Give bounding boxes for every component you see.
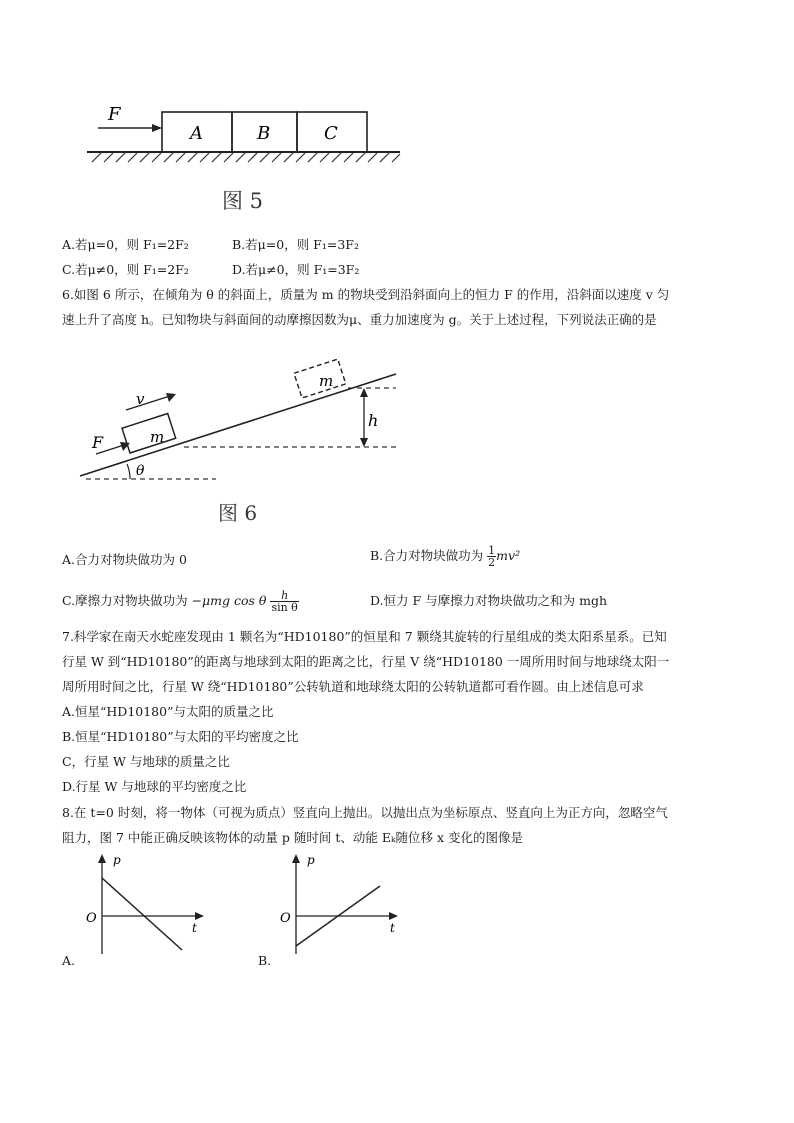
graph-a-option: A. <box>62 953 76 968</box>
figure-6 <box>66 350 416 530</box>
q6-option-c-fraction <box>270 590 298 613</box>
mass-label-lower: m <box>150 428 165 446</box>
graph-b-y-label: p <box>307 853 315 867</box>
q8-stem-line-1: 8.在 t=0 时刻，将一物体（可视为质点）竖直向上抛出。以抛出点为坐标原点、竖直向上为正方向，忽略空气 <box>62 805 668 820</box>
q7-option-a: A.恒星“HD10180”与太阳的质量之比 <box>62 704 274 719</box>
q7-stem-line-1: 7.科学家在南天水蛇座发现由 1 颗名为“HD10180”的恒星和 7 颗绕其旋转的行星组成的类太阳系星系。已知 <box>62 629 667 644</box>
figure-5-caption: 图 5 <box>222 189 264 213</box>
angle-label: θ <box>136 463 145 479</box>
q8-stem-line-2: 阻力，图 7 中能正确反映该物体的动量 p 随时间 t、动能 Eₖ随位移 x 变化的图像是 <box>62 830 523 845</box>
q6-stem-line-1: 6.如图 6 所示，在倾角为 θ 的斜面上，质量为 m 的物块受到沿斜面向上的恒力 F 的作用，沿斜面以速度 v 匀 <box>62 287 670 302</box>
q6-option-b-suffix: mv² <box>496 548 521 563</box>
q7-stem-line-2: 行星 W 到“HD10180”的距离与地球到太阳的距离之比，行星 V 绕“HD10180 一周所用时间与地球绕太阳一 <box>62 654 670 669</box>
q5-option-a: A.若μ=0，则 F₁=2F₂ <box>62 237 189 252</box>
figure-5 <box>82 90 412 220</box>
velocity-label: v <box>136 390 145 408</box>
graph-a-x-label: t <box>192 921 197 935</box>
graph-a-line <box>102 878 182 950</box>
graph-a-y-label: p <box>113 853 121 867</box>
figure-6-caption: 图 6 <box>218 501 258 525</box>
height-label: h <box>368 411 379 430</box>
q7-option-d: D.行星 W 与地球的平均密度之比 <box>62 779 247 794</box>
q7-stem-line-3: 周所用时间之比，行星 W 绕“HD10180”公转轨道和地球绕太阳的公转轨道都可看作圆。由上述信息可求 <box>62 679 644 694</box>
q5-option-d: D.若μ≠0，则 F₁=3F₂ <box>232 262 360 277</box>
fraction-denominator: 2 <box>488 556 496 569</box>
graph-b-origin: O <box>280 911 291 926</box>
block-a-label: A <box>190 123 203 144</box>
q6-option-b-fraction <box>487 545 496 568</box>
q6-option-b <box>370 545 520 568</box>
q6-option-c-expr: −μmg cos θ <box>191 593 267 608</box>
fraction-numerator: 1 <box>488 544 496 557</box>
graph-b-option: B. <box>258 953 272 968</box>
q6-option-c <box>62 590 299 613</box>
q6-stem-line-2: 速上升了高度 h。已知物块与斜面间的动摩擦因数为μ、重力加速度为 g。关于上述过程，下列说法正确的是 <box>62 312 657 327</box>
graph-b-x-label: t <box>390 921 395 935</box>
mass-label-upper: m <box>319 372 334 390</box>
block-b-label: B <box>257 123 271 144</box>
graph-a-origin: O <box>86 911 97 926</box>
graph-a <box>80 850 210 960</box>
q5-option-c: C.若μ≠0，则 F₁=2F₂ <box>62 262 189 277</box>
force-label-6: F <box>92 433 104 452</box>
q6-option-d: D.恒力 F 与摩擦力对物块做功之和为 mgh <box>370 593 608 608</box>
fraction-denominator: sin θ <box>271 601 298 614</box>
q7-option-c: C，行星 W 与地球的质量之比 <box>62 754 230 769</box>
q7-option-b: B.恒星“HD10180”与太阳的平均密度之比 <box>62 729 299 744</box>
q6-option-c-prefix: C.摩擦力对物块做功为 <box>62 593 188 608</box>
block-c-label: C <box>324 123 338 144</box>
force-label: F <box>108 104 121 125</box>
fraction-numerator: h <box>270 590 298 602</box>
q6-option-b-prefix: B.合力对物块做功为 <box>370 548 484 563</box>
q6-option-a: A.合力对物块做功为 0 <box>62 552 187 567</box>
q5-option-b: B.若μ=0，则 F₁=3F₂ <box>232 237 359 252</box>
graph-b <box>276 850 406 960</box>
